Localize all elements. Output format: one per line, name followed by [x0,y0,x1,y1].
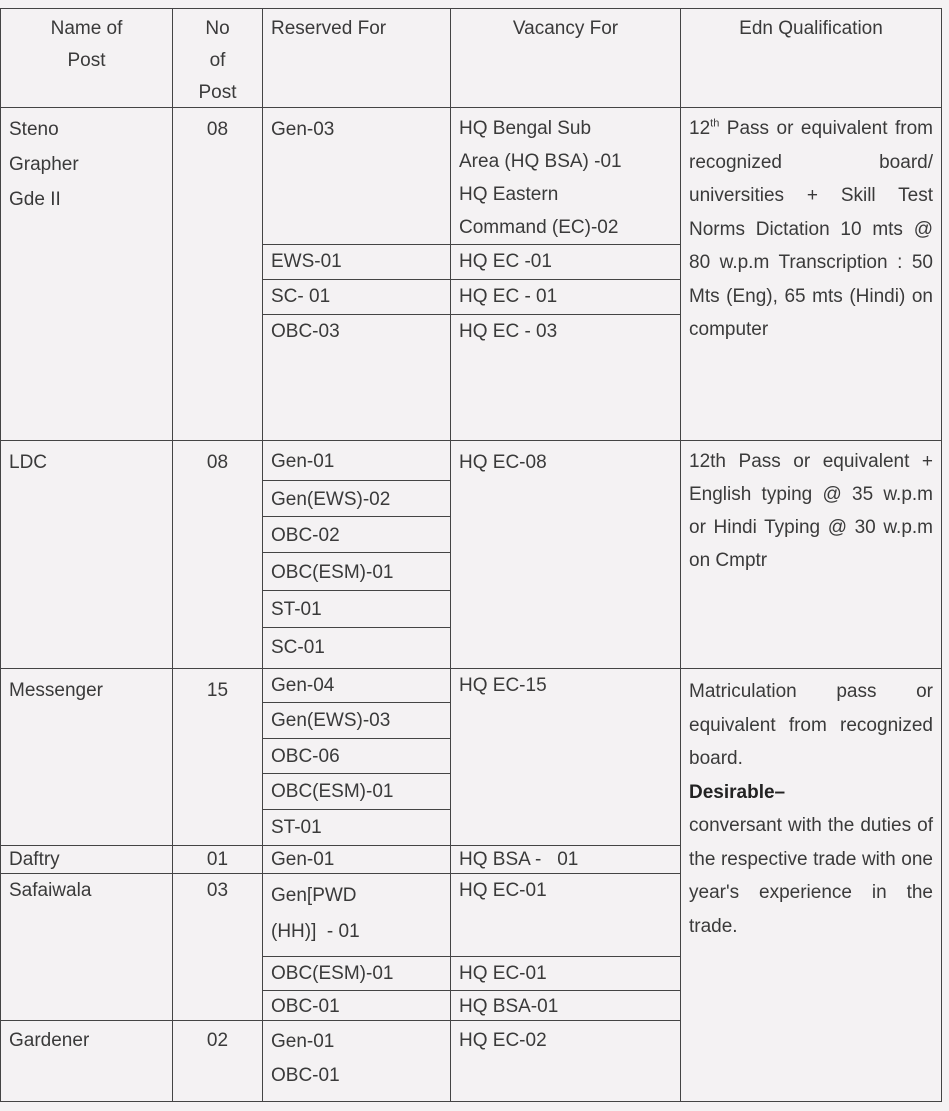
header-vacancy-for: Vacancy For [450,8,681,108]
steno-reserved: EWS-01 [262,244,451,280]
messenger-vacancy: HQ EC-15 [450,668,681,846]
ldc-reserved: Gen-01 [262,440,451,481]
steno-vacancy: HQ EC - 03 [450,314,681,441]
steno-name: Steno Grapher Gde II [0,107,173,441]
steno-qual-sup: th [710,117,720,130]
steno-reserved: OBC-03 [262,314,451,441]
safaiwala-vacancy: HQ BSA-01 [450,990,681,1021]
header-edn-qualification: Edn Qualification [680,8,942,108]
gardener-no: 02 [172,1020,263,1102]
header-reserved-for: Reserved For [262,8,451,108]
messenger-reserved: Gen(EWS)-03 [262,702,451,739]
header-name-of-post: Name of Post [0,8,173,108]
steno-vacancy: HQ Bengal Sub Area (HQ BSA) -01 HQ Eastern Command (EC)-02 [450,107,681,245]
messenger-no: 15 [172,668,263,846]
common-qual-desirable: conversant with the duties of the respective trade with one year's experience in the trade. [689,815,933,937]
steno-vacancy: HQ EC -01 [450,244,681,280]
steno-no: 08 [172,107,263,441]
steno-qualification [680,107,942,441]
safaiwala-no: 03 [172,873,263,1021]
messenger-reserved: ST-01 [262,809,451,846]
messenger-reserved: Gen-04 [262,668,451,703]
gardener-reserved: Gen-01 OBC-01 [262,1020,451,1102]
gardener-vacancy: HQ EC-02 [450,1020,681,1102]
ldc-reserved: Gen(EWS)-02 [262,480,451,517]
ldc-no: 08 [172,440,263,669]
messenger-name: Messenger [0,668,173,846]
daftry-vacancy: HQ BSA - 01 [450,845,681,874]
safaiwala-vacancy: HQ EC-01 [450,956,681,991]
safaiwala-reserved: OBC(ESM)-01 [262,956,451,991]
ldc-reserved: OBC(ESM)-01 [262,552,451,591]
messenger-reserved: OBC-06 [262,738,451,774]
safaiwala-name: Safaiwala [0,873,173,1021]
ldc-vacancy: HQ EC-08 [450,440,681,669]
desirable-label: Desirable– [689,781,786,803]
daftry-no: 01 [172,845,263,874]
steno-qual-num: 12 [689,118,711,139]
steno-vacancy: HQ EC - 01 [450,279,681,315]
messenger-reserved: OBC(ESM)-01 [262,773,451,810]
daftry-name: Daftry [0,845,173,874]
common-qual-main: Matriculation pass or equivalent from recognized board. [689,681,933,769]
steno-reserved: SC- 01 [262,279,451,315]
header-no-of-post: No of Post [172,8,263,108]
ldc-reserved: ST-01 [262,590,451,628]
ldc-name: LDC [0,440,173,669]
daftry-reserved: Gen-01 [262,845,451,874]
ldc-qualification: 12th Pass or equivalent + English typing @ 35 w.p.m or Hindi Typing @ 30 w.p.m on Cmptr [680,440,942,669]
ldc-reserved: SC-01 [262,627,451,669]
safaiwala-reserved: Gen[PWD (HH)] - 01 [262,873,451,957]
common-qualification [680,668,942,1102]
safaiwala-reserved: OBC-01 [262,990,451,1021]
safaiwala-vacancy: HQ EC-01 [450,873,681,957]
steno-reserved: Gen-03 [262,107,451,245]
steno-qual-text: Pass or equivalent from recognized board/ universities + Skill Test Norms Dictation 10 mts @ 80 w.p.m Transcription : 50 Mts (Eng), 65 mts (Hindi) on computer [689,118,933,340]
gardener-name: Gardener [0,1020,173,1102]
ldc-reserved: OBC-02 [262,516,451,553]
